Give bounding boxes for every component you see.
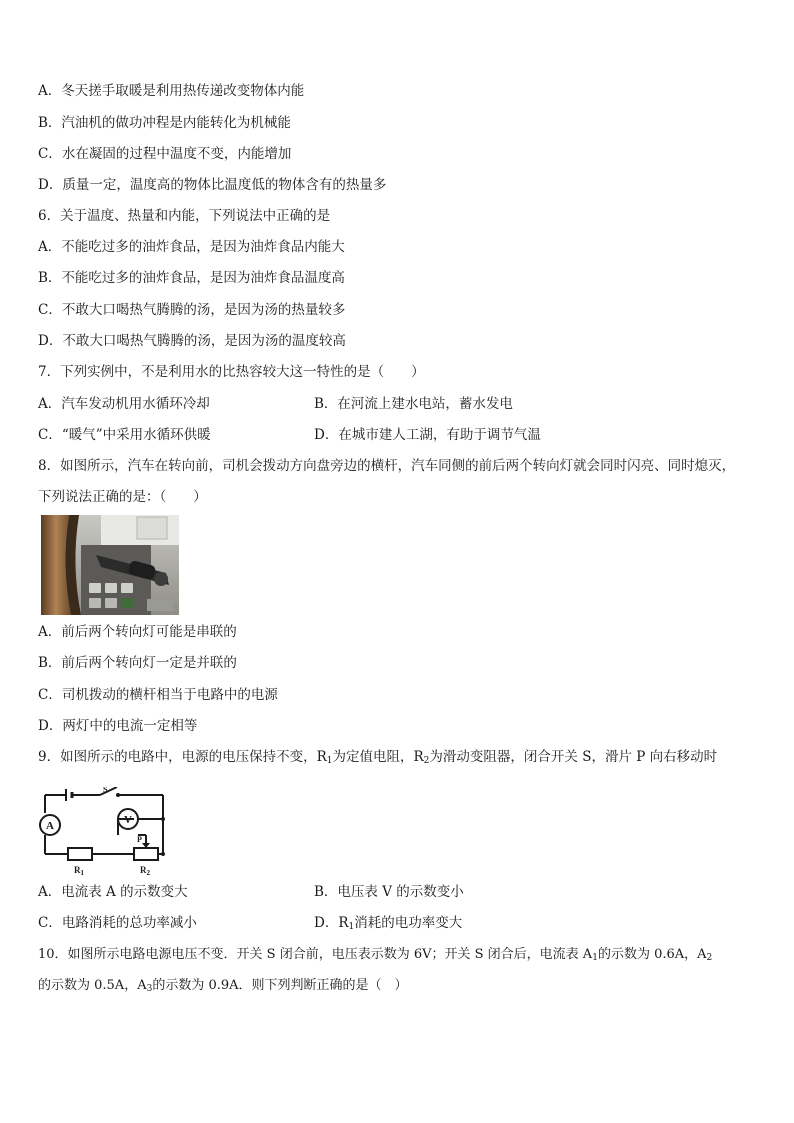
q8-option-c: C．司机拨动的横杆相当于电路中的电源: [38, 687, 278, 703]
q9-option-c: C．电路消耗的总功率减小: [38, 915, 197, 931]
switch-label: S: [103, 787, 108, 794]
q6-option-a: A．不能吃过多的油炸食品，是因为油炸食品内能大: [38, 239, 345, 255]
q5-option-a: A．冬天搓手取暖是利用热传递改变物体内能: [38, 83, 305, 99]
q6-option-d: D．不敢大口喝热气腾腾的汤，是因为汤的温度较高: [38, 333, 346, 349]
q7-option-a: A．汽车发动机用水循环冷却: [38, 396, 210, 412]
q8-stem-line2: 下列说法正确的是：（ ）: [38, 489, 207, 505]
q6-option-b: B．不能吃过多的油炸食品，是因为油炸食品温度高: [38, 270, 345, 286]
q5-option-d: D．质量一定，温度高的物体比温度低的物体含有的热量多: [38, 177, 387, 193]
q6-stem: 6．关于温度、热量和内能，下列说法中正确的是: [38, 208, 331, 224]
q5-option-c: C．水在凝固的过程中温度不变，内能增加: [38, 146, 292, 162]
q7-option-c: C．“暖气”中采用水循环供暖: [38, 427, 211, 443]
q10-stem-line2: 的示数为 0.5A，$A_3$的示数为 0.9A．则下列判断正确的是（ ）: [38, 978, 408, 994]
q7-stem: 7．下列实例中，不是利用水的比热容较大这一特性的是（ ）: [38, 364, 425, 380]
q8-option-b: B．前后两个转向灯一定是并联的: [38, 655, 237, 671]
r1-label: $R_1$: [74, 865, 84, 877]
q8-stem-line1: 8．如图所示，汽车在转向前，司机会拨动方向盘旁边的横杆，汽车同侧的前后两个转向灯就会同时闪亮、同时熄灭，: [38, 458, 736, 474]
q8-option-d: D．两灯中的电流一定相等: [38, 718, 198, 734]
q5-option-b: B．汽油机的做功冲程是内能转化为机械能: [38, 115, 291, 131]
q9-option-d: D．$R_1$消耗的电功率变大: [314, 915, 463, 932]
ammeter-label: A: [46, 820, 54, 832]
q9-stem: 9．如图所示的电路中，电源的电压保持不变，$R_1$为定值电阻，$R_2$为滑动变阻器，闭合开关 S，滑片 P 向右移动时: [38, 749, 718, 766]
q7-option-d: D．在城市建人工湖，有助于调节气温: [314, 427, 541, 443]
circuit-diagram: [38, 787, 173, 877]
q8-option-a: A．前后两个转向灯可能是串联的: [38, 624, 237, 640]
voltmeter-label: V: [124, 814, 132, 826]
q7-option-b: B．在河流上建水电站，蓄水发电: [314, 396, 513, 412]
q6-option-c: C．不敢大口喝热气腾腾的汤，是因为汤的热量较多: [38, 302, 346, 318]
q9-option-a: A．电流表 A 的示数变大: [38, 884, 188, 900]
r2-label: $R_2$: [140, 865, 150, 877]
q10-stem-line1: 10．如图所示电路电源电压不变．开关 S 闭合前，电压表示数为 6V；开关 S 闭合后，电流表 $A_1$的示数为 0.6A，$A_2$: [38, 947, 713, 963]
slider-label: P: [137, 835, 142, 844]
q9-option-b: B．电压表 V 的示数变小: [314, 884, 464, 900]
steering-lever-photo: [41, 515, 179, 615]
